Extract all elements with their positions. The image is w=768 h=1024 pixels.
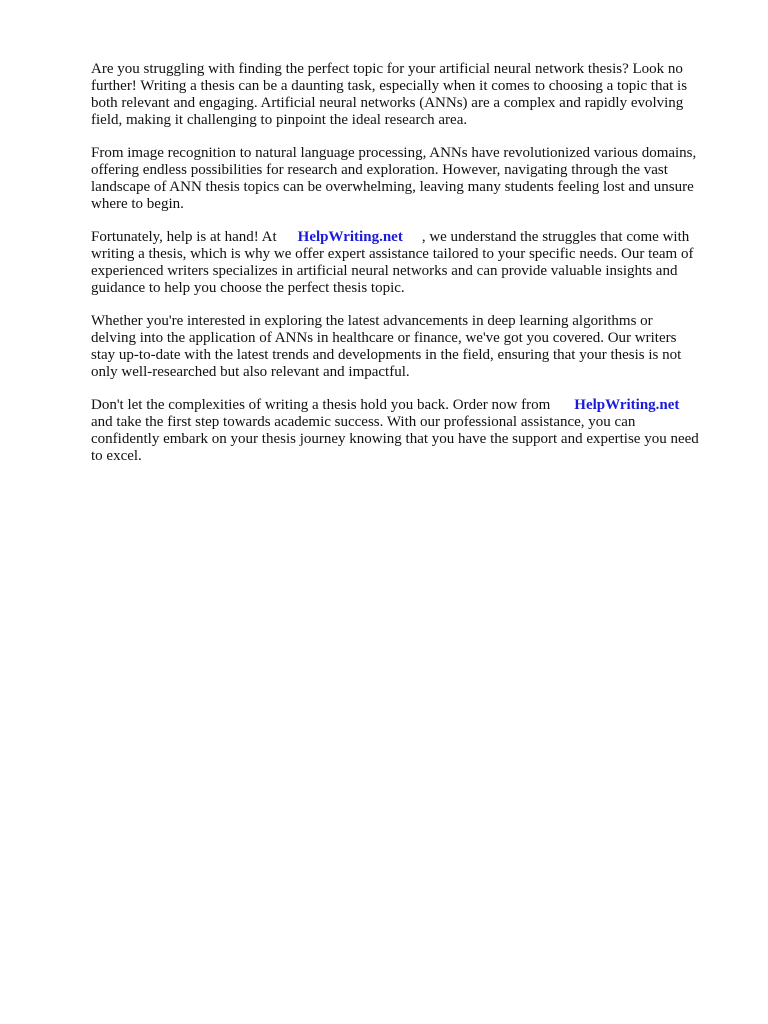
helpwriting-link[interactable]: HelpWriting.net [574,397,680,413]
text-line: where to begin. [91,196,184,212]
helpwriting-link[interactable]: HelpWriting.net [297,229,403,245]
text-line: further! Writing a thesis can be a daunting task, especially when it comes to choosing a topic that is [91,78,688,94]
text-line [91,397,723,414]
text-line: field, making it challenging to pinpoint the ideal research area. [91,112,468,128]
text-line: and take the first step towards academic success. With our professional assistance, you can [91,414,636,430]
paragraph-domains [91,145,723,213]
text-fragment: Fortunately, help is at hand! At [91,229,277,245]
text-line: to excel. [91,448,142,464]
paragraph-intro [91,61,723,129]
text-line: Are you struggling with finding the perfect topic for your artificial neural network thesis? Look no [91,61,683,77]
text-fragment: , we understand the struggles that come with [421,229,690,245]
text-line: writing a thesis, which is why we offer expert assistance tailored to your specific needs. Our team of [91,246,694,262]
text-fragment: Don't let the complexities of writing a thesis hold you back. Order now from [91,397,551,413]
text-line: Whether you're interested in exploring the latest advancements in deep learning algorithms or [91,313,653,329]
text-line: guidance to help you choose the perfect thesis topic. [91,280,405,296]
text-line: delving into the application of ANNs in healthcare or finance, we've got you covered. Our writers [91,330,677,346]
text-line: experienced writers specializes in artificial neural networks and can provide valuable insights and [91,263,678,279]
paragraph-help [91,229,723,297]
text-line: From image recognition to natural language processing, ANNs have revolutionized various domains, [91,145,697,161]
paragraph-order [91,397,723,465]
text-line: stay up-to-date with the latest trends and developments in the field, ensuring that your thesis is not [91,347,682,363]
document-page [91,61,723,481]
text-line: only well-researched but also relevant and impactful. [91,364,410,380]
paragraph-interests [91,313,723,381]
text-line: both relevant and engaging. Artificial neural networks (ANNs) are a complex and rapidly evolving [91,95,684,111]
text-line [91,229,723,246]
text-line: landscape of ANN thesis topics can be overwhelming, leaving many students feeling lost and unsure [91,179,694,195]
text-line: offering endless possibilities for research and exploration. However, navigating through the vast [91,162,668,178]
text-line: confidently embark on your thesis journey knowing that you have the support and expertise you need [91,431,699,447]
